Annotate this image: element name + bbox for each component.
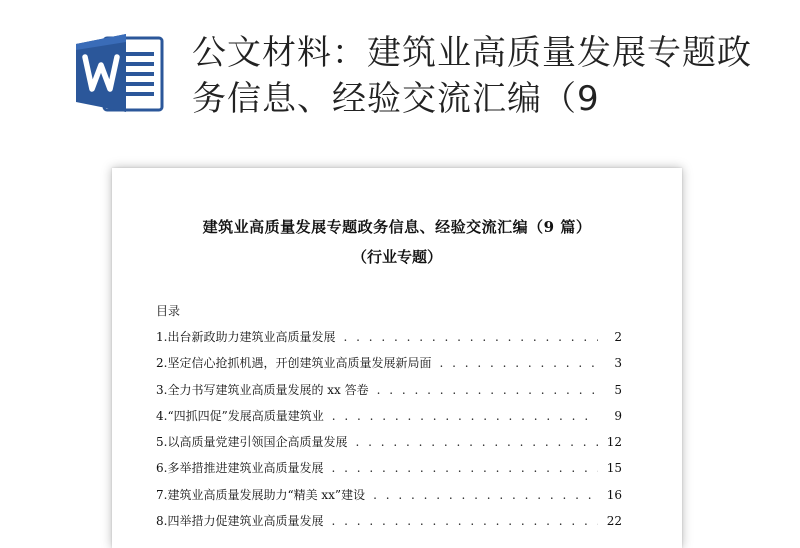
toc-item[interactable]: [156, 328, 622, 354]
toc-item[interactable]: [156, 459, 622, 485]
document-title: 建筑业高质量发展专题政务信息、经验交流汇编（9 篇）: [202, 218, 592, 236]
toc-leader-dots: [332, 409, 598, 423]
toc-item[interactable]: [156, 512, 622, 538]
toc-item[interactable]: [156, 354, 622, 380]
toc-item-page: 16: [606, 487, 622, 502]
toc-leader-dots: [377, 383, 598, 397]
toc-leader-dots: [439, 356, 598, 370]
toc-item-page: 15: [606, 461, 622, 476]
toc-leader-dots: [373, 488, 598, 502]
toc-heading: 目录: [156, 304, 181, 318]
toc-item-page: 2: [614, 330, 622, 344]
toc-item-text: 7.建筑业高质量发展助力“精美 xx”建设: [156, 487, 366, 502]
toc-item-page: 12: [606, 435, 622, 450]
toc-leader-dots: [343, 330, 598, 344]
toc-item-text: 4.“四抓四促”发展高质量建筑业: [156, 408, 324, 423]
word-document-icon: [74, 32, 166, 114]
toc-item-page: 3: [614, 356, 622, 371]
document-subtitle: （行业专题）: [351, 248, 442, 266]
toc-item-text: 8.四举措力促建筑业高质量发展: [156, 514, 324, 529]
toc-item-text: 6.多举措推进建筑业高质量发展: [156, 461, 324, 476]
toc-leader-dots: [331, 461, 598, 475]
toc-item-text: 3.全力书写建筑业高质量发展的 xx 答卷: [156, 382, 369, 397]
toc-item-page: 22: [606, 514, 622, 529]
toc-item[interactable]: [156, 407, 622, 433]
toc-item[interactable]: [156, 381, 622, 407]
toc-item[interactable]: [156, 433, 622, 459]
toc-item-page: 9: [614, 408, 622, 423]
toc-item-page: 5: [614, 382, 622, 397]
toc-item-text: 2.坚定信心抢抓机遇，开创建筑业高质量发展新局面: [156, 356, 432, 371]
table-of-contents: [156, 328, 622, 538]
document-page: [112, 168, 682, 548]
banner-title: 公文材料：建筑业高质量发展专题政务信息、经验交流汇编（9: [192, 33, 752, 119]
toc-item-text: 5.以高质量党建引领国企高质量发展: [156, 435, 348, 450]
banner: [0, 0, 800, 150]
toc-item-text: 1.出台新政助力建筑业高质量发展: [156, 330, 336, 344]
toc-leader-dots: [355, 435, 598, 449]
toc-item[interactable]: [156, 486, 622, 512]
